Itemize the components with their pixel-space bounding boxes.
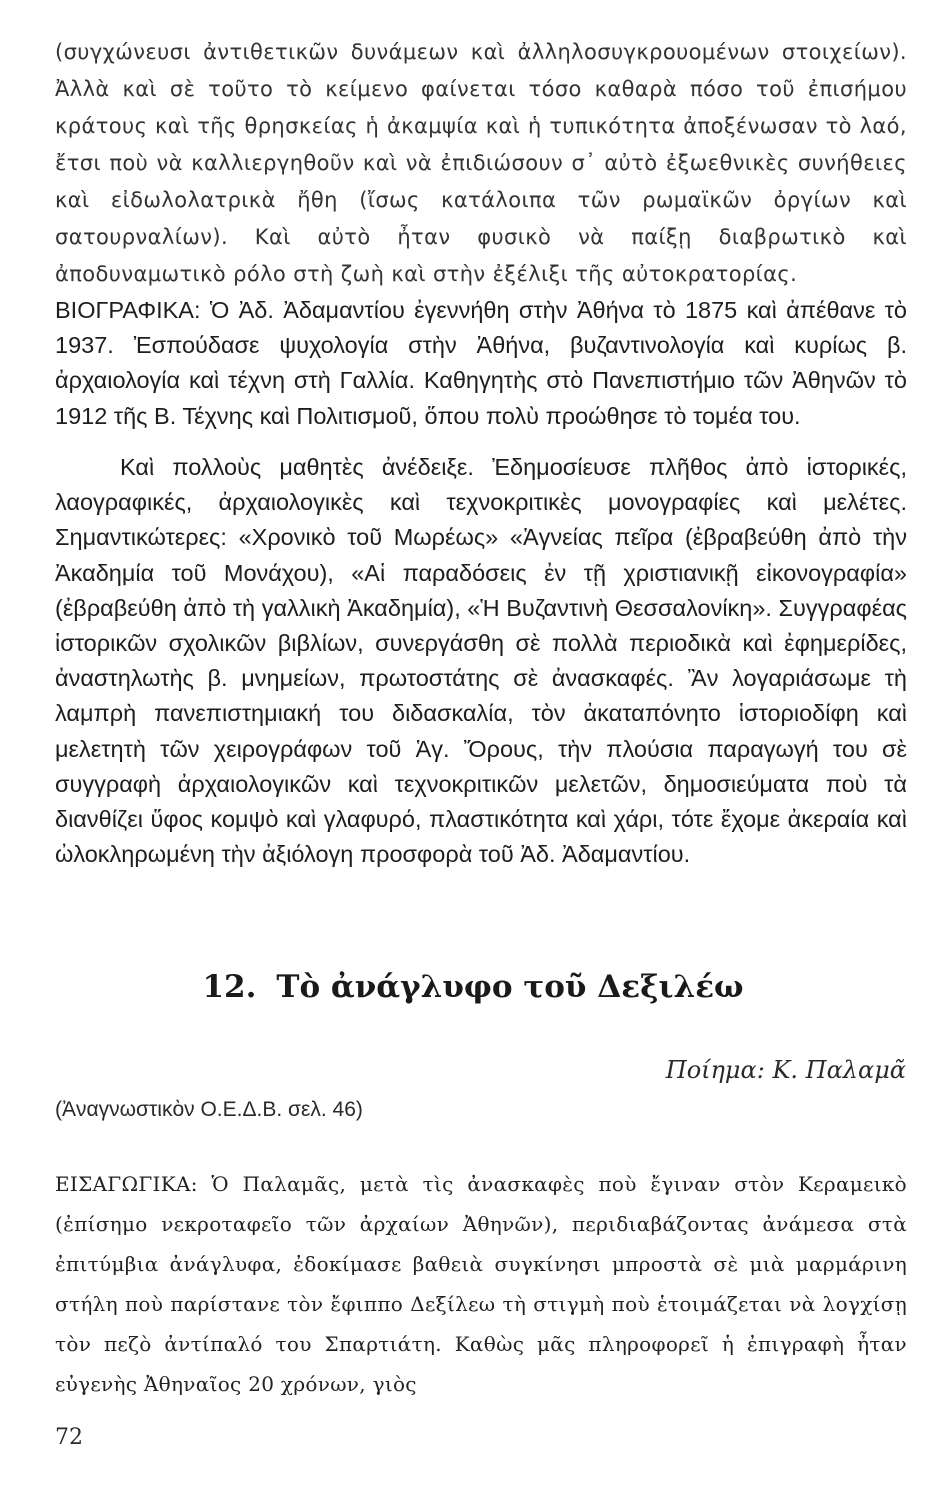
biography-paragraph: ΒΙΟΓΡΑΦΙΚΑ: Ὁ Ἀδ. Ἀδαμαντίου ἐγεννήθη στὴν Ἀθήνα τὸ 1875 καὶ ἀπέθανε τὸ 1937. Ἐσπούδασε ψυχολογία στὴν Ἀθήνα, βυζαντινολογία καὶ κυρίως β. ἀρχαιολογία καὶ τέχνη στὴ Γαλλία. Καθηγητὴς στὸ Πανεπιστήμιο τῶν Ἀθηνῶν τὸ 1912 τῆς Β. Τέχνης καὶ Πολιτισμοῦ, ὅπου πολὺ προώθησε τὸ τομέα του. xyxy=(55,297,907,429)
source-reference: (Ἀναγνωστικὸν Ο.Ε.Δ.Β. σελ. 46) xyxy=(55,1098,363,1121)
section-title: Τὸ ἀνάγλυφο τοῦ Δεξιλέω xyxy=(276,969,744,1005)
poem-credit: Ποίημα: Κ. Παλαμᾶ xyxy=(665,1056,906,1084)
section-heading xyxy=(0,965,946,1009)
biography-continued-paragraph: Καὶ πολλοὺς μαθητὲς ἀνέδειξε. Ἐδημοσίευσε πλῆθος ἀπὸ ἱστορικές, λαογραφικές, ἀρχαιολογικὲς καὶ τεχνοκριτικὲς μονογραφίες καὶ μελέτες. Σημαντικώτερες: «Χρονικὸ τοῦ Μωρέως» «Ἁγνείας πεῖρα (ἐβραβεύθη ἀπὸ τὴν Ἀκαδημία τοῦ Μονάχου), «Αἱ παραδόσεις ἐν τῇ χριστιανικῇ εἰκονογραφία» (ἐβραβεύθη ἀπὸ τὴ γαλλικὴ Ἀκαδημία), «Ἡ Βυζαντινὴ Θεσσαλονίκη». Συγγραφέας ἱστορικῶν σχολικῶν βιβλίων, συνεργάσθη σὲ πολλὰ περιοδικὰ καὶ ἐφημερίδες, ἀναστηλωτὴς β. μνημείων, πρωτοστάτης σὲ ἀνασκαφές. Ἂν λογαριάσωμε τὴ λαμπρὴ πανεπιστημιακή του διδασκαλία, τὸν ἀκαταπόνητο ἱστοριοδίφη καὶ μελετητὴ τῶν χειρογράφων τοῦ Ἁγ. Ὄρους, τὴν πλούσια παραγωγή του σὲ συγγραφὴ ἀρχαιολογικῶν καὶ τεχνοκριτικῶν μελετῶν, δημοσιεύματα ποὺ τὰ διανθίζει ὕφος κομψὸ καὶ γλαφυρό, πλαστικότητα καὶ χάρι, τότε ἔχομε ἀκεραία καὶ ὠλοκληρωμένη τὴν ἀξιόλογη προσφορὰ τοῦ Ἀδ. Ἀδαμαντίου. xyxy=(55,454,907,868)
intro-paragraph: (συγχώνευσι ἀντιθετικῶν δυνάμεων καὶ ἀλληλοσυγκρουομένων στοιχείων). Ἀλλὰ καὶ σὲ τοῦτο τὸ κείμενο φαίνεται τόσο καθαρὰ πόσο τοῦ ἐπισήμου κράτους καὶ τῆς θρησκείας ἡ ἀκαμψία καὶ ἡ τυπικότητα ἀποξένωσαν τὸ λαό, ἔτσι ποὺ νὰ καλλιεργηθοῦν καὶ νὰ ἐπιδιώσουν σ᾽ αὐτὸ ἐξωεθνικὲς συνήθειες καὶ εἰδωλολατρικὰ ἤθη (ἴσως κατάλοιπα τῶν ρωμαϊκῶν ὀργίων καὶ σατουρναλίων). Καὶ αὐτὸ ἦταν φυσικὸ νὰ παίξῃ διαβρωτικὸ καὶ ἀποδυναμωτικὸ ρόλο στὴ ζωὴ καὶ στὴν ἐξέλιξι τῆς αὐτοκρατορίας. xyxy=(55,40,907,286)
page-number: 72 xyxy=(55,1425,83,1450)
section-number: 12. xyxy=(202,969,257,1005)
poem-introduction-paragraph: ΕΙΣΑΓΩΓΙΚΑ: Ὁ Παλαμᾶς, μετὰ τὶς ἀνασκαφὲς ποὺ ἔγιναν στὸν Κεραμεικὸ (ἐπίσημο νεκροταφεῖο τῶν ἀρχαίων Ἀθηνῶν), περιδιαβάζοντας ἀνάμεσα στὰ ἐπιτύμβια ἀνάγλυφα, ἐδοκίμασε βαθειὰ συγκίνησι μπροστὰ σὲ μιὰ μαρμάρινη στήλη ποὺ παρίστανε τὸν ἔφιππο Δεξίλεω τὴ στιγμὴ ποὺ ἑτοιμάζεται νὰ λογχίσῃ τὸν πεζὸ ἀντίπαλό του Σπαρτιάτη. Καθὼς μᾶς πληροφορεῖ ἡ ἐπιγραφὴ ἦταν εὐγενὴς Ἀθηναῖος 20 χρόνων, γιὸς xyxy=(55,1172,907,1396)
